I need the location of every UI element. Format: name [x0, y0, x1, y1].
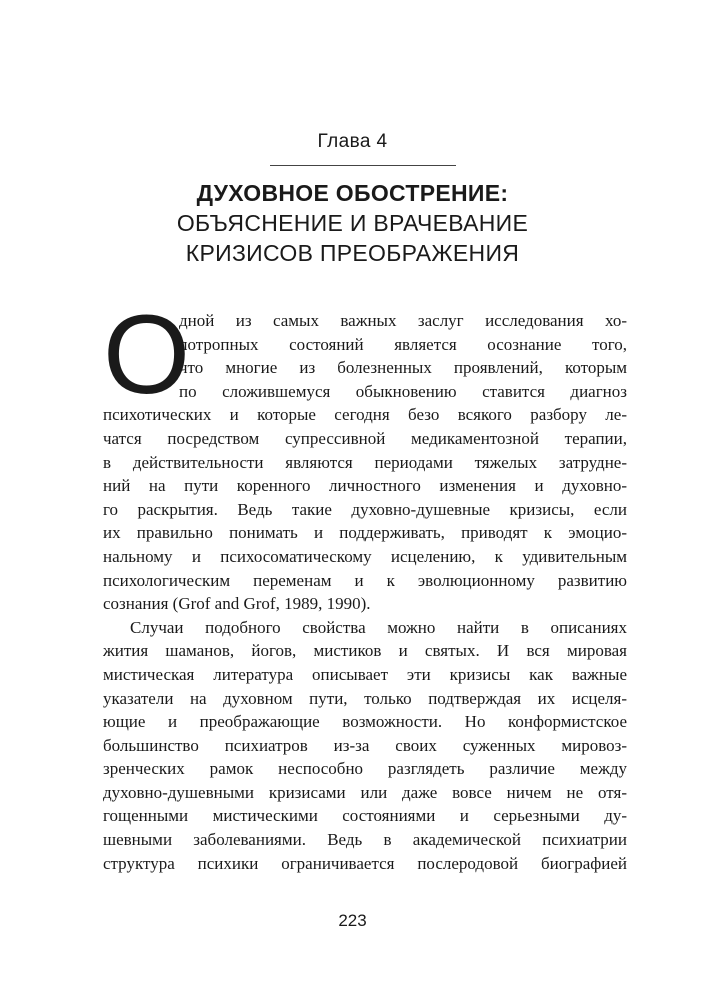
text-line: шевными заболеваниями. Ведь в академической психиатрии — [103, 830, 627, 850]
text-line: Случаи подобного свойства можно найти в описаниях — [130, 617, 627, 637]
text-line: сознания (Grof and Grof, 1989, 1990). — [103, 594, 371, 614]
text-line: психотических и которые сегодня безо всякого разбору ле- — [103, 405, 627, 425]
chapter-divider — [270, 165, 456, 166]
text-line: ний на пути коренного личностного изменения и духовно- — [103, 476, 627, 496]
chapter-label: Глава 4 — [317, 131, 388, 152]
text-line: дной из самых важных заслуг исследования хо- — [179, 311, 627, 330]
body-text — [103, 292, 627, 875]
text-line: зренческих рамок неспособно разглядеть различие между — [103, 759, 627, 779]
text-line: указатели на духовном пути, только подтверждая их исцеля- — [103, 688, 627, 708]
text-line: го раскрытия. Ведь такие духовно-душевные кризисы, если — [103, 499, 627, 519]
text-line: нальному и психосоматическому исцелению, к удивительным — [103, 546, 627, 566]
chapter-title-line-1: ДУХОВНОЕ ОБОСТРЕНИЕ: — [196, 180, 509, 206]
text-line: структура психики ограничивается послеродовой биографией — [103, 853, 627, 873]
text-line: психологическим переменам и к эволюционному развитию — [103, 570, 627, 590]
text-line: жития шаманов, йогов, мистиков и святых. И вся мировая — [103, 641, 627, 661]
paragraph-2 — [103, 616, 627, 876]
text-line: чатся посредством супрессивной медикаментозной терапии, — [103, 428, 627, 448]
page-number: 223 — [338, 911, 367, 930]
chapter-title-line-3: КРИЗИСОВ ПРЕОБРАЖЕНИЯ — [185, 240, 520, 266]
text-line: по сложившемуся обыкновению ставится диагноз — [179, 381, 627, 401]
text-line: ющие и преображающие возможности. Но конформистское — [103, 712, 627, 732]
text-line: гощенными мистическими состояниями и серьезными ду- — [103, 806, 627, 826]
text-line: лотропных состояний является осознание того, — [179, 334, 627, 354]
drop-cap-letter: О — [103, 292, 191, 417]
text-line: что многие из болезненных проявлений, которым — [179, 358, 627, 378]
text-line: большинство психиатров из-за своих суженных мировоз- — [103, 735, 627, 755]
chapter-title — [0, 178, 705, 268]
text-line: мистическая литература описывает эти кризисы как важные — [103, 664, 627, 684]
text-line: их правильно понимать и поддерживать, приводят к эмоцио- — [103, 523, 627, 543]
chapter-title-line-2: ОБЪЯСНЕНИЕ И ВРАЧЕВАНИЕ — [176, 210, 529, 236]
text-line: духовно-душевными кризисами или даже вовсе ничем не отя- — [103, 782, 627, 802]
text-line: в действительности являются периодами тяжелых затрудне- — [103, 452, 627, 472]
